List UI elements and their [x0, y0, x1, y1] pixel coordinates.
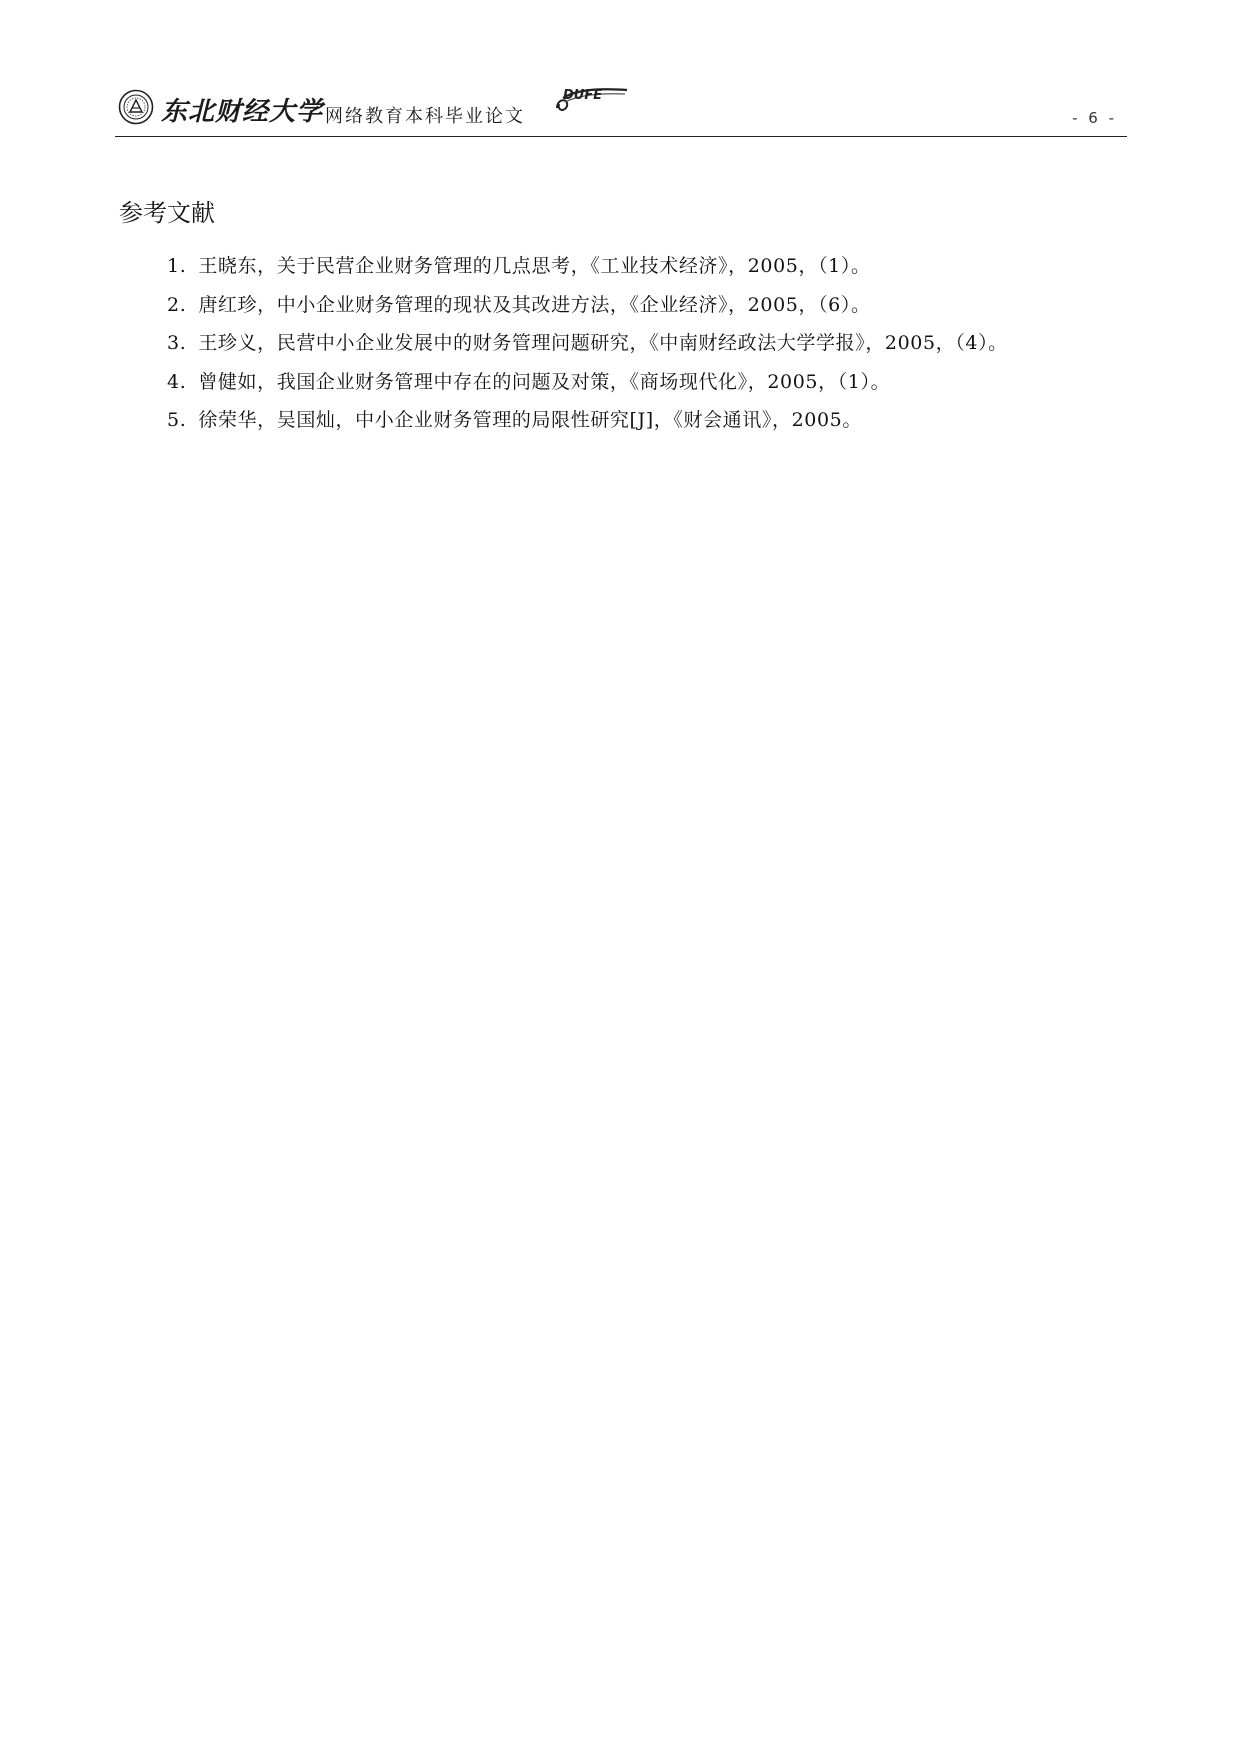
reference-text: 王珍义，民营中小企业发展中的财务管理问题研究，《中南财经政法大学学报》，2005，（4）。 [198, 332, 1008, 354]
reference-text: 曾健如，我国企业财务管理中存在的问题及对策，《商场现代化》，2005，（1）。 [198, 370, 891, 393]
reference-text: 唐红珍，中小企业财务管理的现状及其改进方法，《企业经济》，2005，（6）。 [198, 293, 871, 316]
program-title: 网络教育本科毕业论文 [325, 106, 525, 127]
reference-number: 4. [167, 370, 187, 393]
reference-text: 王晓东，关于民营企业财务管理的几点思考，《工业技术经济》，2005，（1）。 [198, 255, 871, 277]
reference-number: 1. [167, 255, 187, 277]
reference-number: 3. [167, 332, 187, 354]
reference-item [117, 247, 1133, 286]
references-list [117, 247, 1133, 440]
header-divider [115, 136, 1127, 137]
dufe-logo-text: DUFE [563, 88, 603, 103]
reference-number: 5. [167, 409, 187, 431]
reference-item [117, 324, 1133, 363]
university-name: 东北财经大学 [161, 97, 324, 127]
university-seal-icon [118, 89, 154, 125]
section-title: 参考文献 [119, 199, 215, 227]
page-header [115, 84, 1127, 136]
reference-item [117, 286, 1133, 325]
reference-number: 2. [167, 293, 187, 316]
reference-item [117, 401, 1133, 440]
page-number: - 6 - [1072, 109, 1117, 127]
reference-item [117, 363, 1133, 402]
reference-text: 徐荣华，吴国灿，中小企业财务管理的局限性研究[J]，《财会通讯》，2005。 [198, 409, 862, 431]
